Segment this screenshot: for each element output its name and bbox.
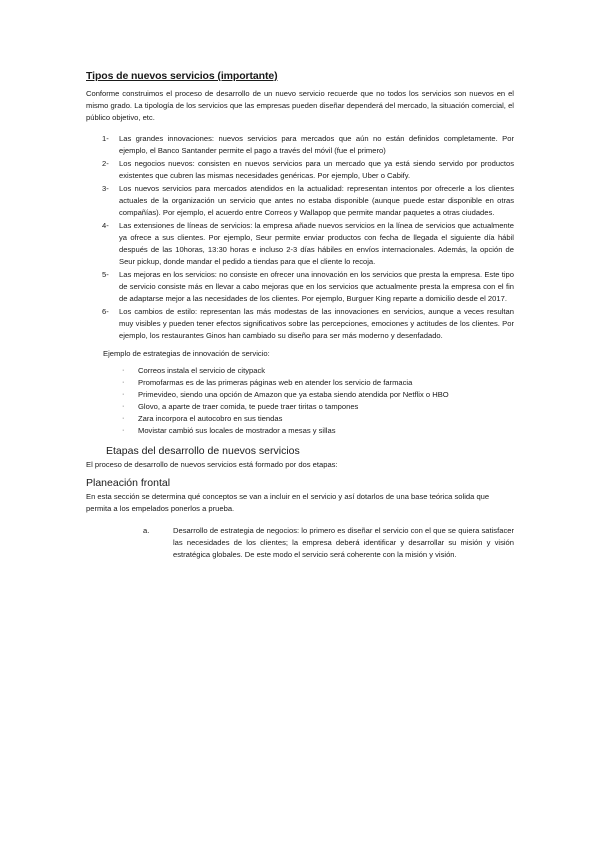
list-item-text: Los cambios de estilo: representan las más modestas de las innovaciones en servicios, aunque a veces resultan muy visibles y pueden tener efectos significativos sobre las percepciones, emociones y actitudes de los clientes. Por ejemplo, los restaurantes Ginos han cambiado su diseño para ser más moderno y desenfadado. xyxy=(119,307,514,340)
list-item xyxy=(86,525,514,561)
list-item-text: Los nuevos servicios para mercados atendidos en la actualidad: representan intentos por ofrecerle a los clientes actuales de la organización un servicio que antes no estaba disponible (aunque puede estar disponible en otras compañías). Por ejemplo, el acuerdo entre Correos y Wallapop que permite mandar paquetes a otras ciudades. xyxy=(119,184,514,217)
examples-label: Ejemplo de estrategias de innovación de servicio: xyxy=(103,349,270,358)
list-number: 2- xyxy=(102,159,109,168)
frontal-heading: Planeación frontal xyxy=(86,477,171,489)
list-item-text: Zara incorpora el autocobro en sus tiendas xyxy=(138,414,283,423)
section-title: Tipos de nuevos servicios (importante) xyxy=(86,70,278,82)
list-number: 4- xyxy=(102,221,109,230)
list-item-text: Las extensiones de líneas de servicios: la empresa añade nuevos servicios en la línea de servicios que actualmente ya ofrece a sus clientes. Por ejemplo, Seur permite enviar productos con fecha de llegada el siguiente día hábil después de las 10horas, 13:30 horas e incluso 2-3 días hábiles en envíos internacionales. Además, la opción de Seur pickup, donde mandar el pedido a tiendas para que el cliente lo recoja. xyxy=(119,221,514,266)
frontal-intro: En esta sección se determina qué conceptos se van a incluir en el servicio y así dotarlos de una base teórica solida que permita a los empelados ponerlos a prueba. xyxy=(86,492,490,513)
bullet-icon: · xyxy=(122,415,125,422)
list-item-text: Glovo, a aparte de traer comida, te puede traer tiritas o tampones xyxy=(138,402,359,411)
stages-heading: Etapas del desarrollo de nuevos servicios xyxy=(106,445,300,457)
list-item-text: Correos instala el servicio de citypack xyxy=(138,366,266,375)
list-number: 3- xyxy=(102,184,109,193)
list-item xyxy=(86,413,514,425)
examples-list xyxy=(86,365,514,437)
list-item-text: Los negocios nuevos: consisten en nuevos servicios para un mercado que ya está siendo servido por productos existentes que cubren las mismas necesidades genéricas. Por ejemplo, Uber o Cabify. xyxy=(119,159,514,180)
list-item-text: Promofarmas es de las primeras páginas web en atender los servicio de farmacia xyxy=(138,378,413,387)
list-item xyxy=(86,133,514,157)
list-item xyxy=(86,306,514,342)
service-types-list xyxy=(86,133,514,342)
list-number: 1- xyxy=(102,134,109,143)
list-number: 6- xyxy=(102,307,109,316)
list-item xyxy=(86,425,514,437)
list-item xyxy=(86,220,514,268)
list-item xyxy=(86,183,514,219)
document-content xyxy=(86,70,514,561)
list-item-text: Primevideo, siendo una opción de Amazon que ya estaba siendo atendida por Netflix o HBO xyxy=(138,390,449,399)
bullet-icon: · xyxy=(122,427,125,434)
stages-intro: El proceso de desarrollo de nuevos servicios está formado por dos etapas: xyxy=(86,460,338,469)
intro-paragraph: Conforme construimos el proceso de desarrollo de un nuevo servicio recuerde que no todos los servicios son nuevos en el mismo grado. La tipología de los servicios que las empresas pueden diseñar dependerá del mercado, la situación comercial, el público objetivo, etc. xyxy=(86,89,514,122)
list-item xyxy=(86,365,514,377)
list-number: 5- xyxy=(102,270,109,279)
list-item-text: Las mejoras en los servicios: no consiste en ofrecer una innovación en los servicios que presta la empresa. Este tipo de servicio consiste más en llevar a cabo mejoras que en los servicios que actualmente presta la empresa con el fin de adaptarse mejor a las necesidades de los clientes. Por ejemplo, Burguer King reparte a domicilio desde el 2017. xyxy=(119,270,514,303)
list-item xyxy=(86,377,514,389)
list-item-text: Desarrollo de estrategia de negocios: lo primero es diseñar el servicio con el que se quiera satisfacer las necesidades de los clientes; la empresa deberá identificar y desarrollar su misión y visión estratégica globales. De este modo el servicio será coherente con la misión y visión. xyxy=(173,526,514,559)
bullet-icon: · xyxy=(122,391,125,398)
list-item xyxy=(86,158,514,182)
list-item xyxy=(86,269,514,305)
bullet-icon: · xyxy=(122,379,125,386)
list-item-text: Movistar cambió sus locales de mostrador a mesas y sillas xyxy=(138,426,336,435)
list-item xyxy=(86,389,514,401)
bullet-icon: · xyxy=(122,403,125,410)
list-letter: a. xyxy=(143,526,150,535)
bullet-icon: · xyxy=(122,367,125,374)
list-item xyxy=(86,401,514,413)
list-item-text: Las grandes innovaciones: nuevos servicios para mercados que aún no están definidos completamente. Por ejemplo, el Banco Santander permite el pago a través del móvil (fue el primero) xyxy=(119,134,514,155)
